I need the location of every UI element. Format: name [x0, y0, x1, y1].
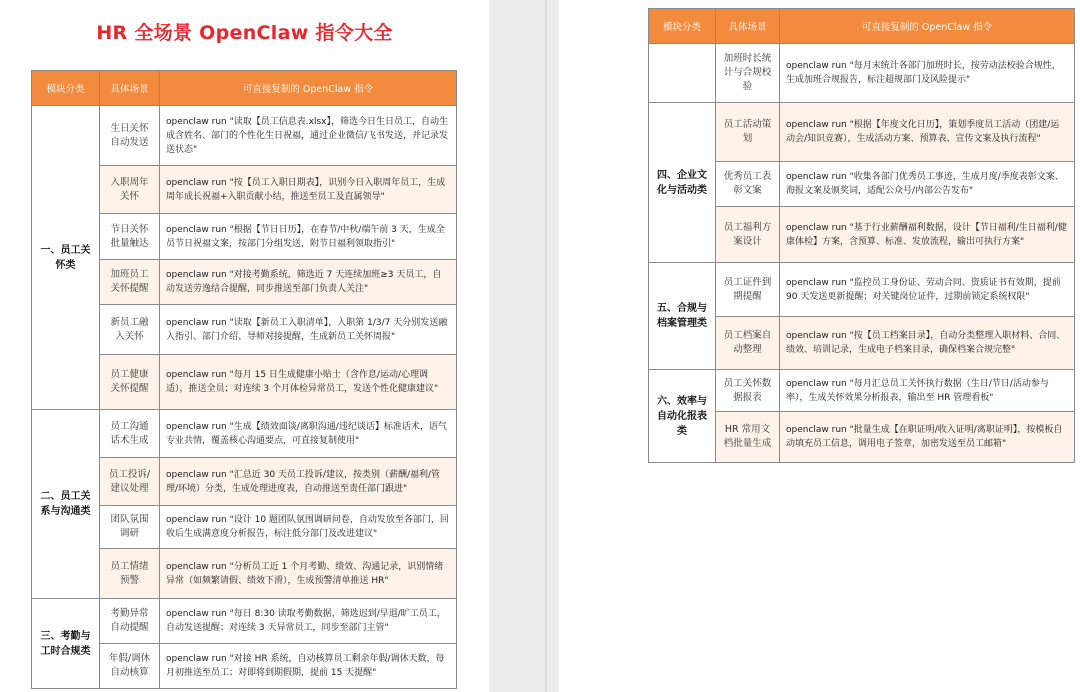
- scene-cell: 员工投诉/建议处理: [100, 458, 160, 506]
- page-divider: [545, 0, 547, 692]
- command-cell[interactable]: openclaw run "根据【年度文化日历】，策划季度员工活动（团建/运动会/知识竞赛），生成活动方案、预算表、宣传文案及执行流程": [780, 103, 1075, 162]
- header-category: 模块分类: [649, 9, 716, 44]
- scene-cell: 入职周年关怀: [100, 166, 160, 214]
- scene-cell: 员工活动策划: [716, 103, 780, 162]
- command-cell[interactable]: openclaw run "汇总近 30 天员工投诉/建议，按类别（薪酬/福利/管理/环境）分类，生成处理进度表，自动推送至责任部门跟进": [160, 458, 457, 506]
- table-row: [32, 106, 457, 166]
- scene-cell: 年假/调休自动核算: [100, 644, 160, 689]
- command-cell[interactable]: openclaw run "监控员工身份证、劳动合同、资质证书有效期，提前 90 天发送更新提醒；对关键岗位证件，过期前锁定系统权限": [780, 263, 1075, 317]
- command-cell[interactable]: openclaw run "生成【绩效面谈/离职沟通/违纪谈话】标准话术，语气专业共情，覆盖核心沟通要点，可直接复制使用": [160, 410, 457, 458]
- header-category: 模块分类: [32, 71, 100, 106]
- scene-cell: 员工健康关怀提醒: [100, 355, 160, 410]
- scene-cell: 员工情绪预警: [100, 549, 160, 599]
- category-cell: 三、考勤与工时合规类: [32, 599, 100, 689]
- header-command: 可直接复制的 OpenClaw 指令: [780, 9, 1075, 44]
- table-header-row: [649, 9, 1075, 44]
- scene-cell: HR 常用文档批量生成: [716, 412, 780, 463]
- scene-cell: 加班员工关怀提醒: [100, 260, 160, 305]
- category-cell: 二、员工关系与沟通类: [32, 410, 100, 599]
- command-cell[interactable]: openclaw run "读取【新员工入职清单】，入职第 1/3/7 天分别发送融入指引、部门介绍、导师对接提醒，生成新员工关怀周报": [160, 305, 457, 355]
- command-table-part-2: [648, 8, 1075, 463]
- scene-cell: 员工福利方案设计: [716, 207, 780, 263]
- scene-cell: 员工沟通话术生成: [100, 410, 160, 458]
- command-cell[interactable]: openclaw run "每月 15 日生成健康小贴士（含作息/运动/心理调适），推送全员；对连续 3 个月体检异常员工，发送个性化健康建议": [160, 355, 457, 410]
- command-cell[interactable]: openclaw run "每月汇总员工关怀执行数据（生日/节日/活动参与率），生成关怀效果分析报表，输出至 HR 管理看板": [780, 370, 1075, 412]
- header-command: 可直接复制的 OpenClaw 指令: [160, 71, 457, 106]
- table-row: [32, 599, 457, 644]
- command-cell[interactable]: openclaw run "每月末统计各部门加班时长，按劳动法校验合规性，生成加班合规报告，标注超规部门及风险提示": [780, 44, 1075, 103]
- document-title: HR 全场景 OpenClaw 指令大全: [96, 22, 393, 44]
- scene-cell: 节日关怀批量触达: [100, 214, 160, 260]
- command-table-part-1: [31, 70, 457, 689]
- scene-cell: 新员工融入关怀: [100, 305, 160, 355]
- table-row: [649, 263, 1075, 317]
- header-scene: 具体场景: [100, 71, 160, 106]
- command-cell[interactable]: openclaw run "每日 8:30 读取考勤数据，筛选迟到/早退/旷工员工，自动发送提醒；对连续 3 天异常员工，同步至部门主管": [160, 599, 457, 644]
- command-cell[interactable]: openclaw run "对接 HR 系统，自动核算员工剩余年假/调休天数，每月初推送至员工；对即将到期假期，提前 15 天提醒": [160, 644, 457, 689]
- table-row: [649, 103, 1075, 162]
- command-cell[interactable]: openclaw run "对接考勤系统，筛选近 7 天连续加班≥3 天员工，自动发送劳逸结合提醒，同步推送至部门负责人关注": [160, 260, 457, 305]
- command-cell[interactable]: openclaw run "分析员工近 1 个月考勤、绩效、沟通记录，识别情绪异常（如频繁请假、绩效下滑），生成预警清单推送 HR": [160, 549, 457, 599]
- category-cell: 一、员工关怀类: [32, 106, 100, 410]
- category-cell: 六、效率与自动化报表类: [649, 370, 716, 463]
- scene-cell: 考勤异常自动提醒: [100, 599, 160, 644]
- command-cell[interactable]: openclaw run "批量生成【在职证明/收入证明/离职证明】，按模板自动填充员工信息，调用电子签章，加密发送至员工邮箱": [780, 412, 1075, 463]
- document-page-2: [559, 0, 1080, 692]
- document-page-1: [0, 0, 489, 692]
- scene-cell: 团队氛围调研: [100, 506, 160, 549]
- scene-cell: 加班时长统计与合规校验: [716, 44, 780, 103]
- category-cell: 五、合规与档案管理类: [649, 263, 716, 370]
- command-cell[interactable]: openclaw run "根据【节日日历】，在春节/中秋/端午前 3 天，生成全员节日祝福文案，按部门分组发送，附节日福利领取指引": [160, 214, 457, 260]
- scene-cell: 优秀员工表彰文案: [716, 162, 780, 207]
- scene-cell: 员工档案自动整理: [716, 317, 780, 370]
- command-cell[interactable]: openclaw run "按【员工入职日期表】，识别今日入职周年员工，生成周年成长祝福+入职贡献小结，推送至员工及直属领导": [160, 166, 457, 214]
- header-scene: 具体场景: [716, 9, 780, 44]
- scene-cell: 员工证件到期提醒: [716, 263, 780, 317]
- command-cell[interactable]: openclaw run "按【员工档案目录】，自动分类整理入职材料、合同、绩效、培训记录，生成电子档案目录，确保档案合规完整": [780, 317, 1075, 370]
- table-row: [649, 370, 1075, 412]
- command-cell[interactable]: openclaw run "收集各部门优秀员工事迹，生成月度/季度表彰文案、海报文案及颁奖词，适配公众号/内部公告发布": [780, 162, 1075, 207]
- category-cell: [649, 44, 716, 103]
- command-cell[interactable]: openclaw run "基于行业薪酬福利数据，设计【节日福利/生日福利/健康体检】方案，含预算、标准、发放流程，输出可执行方案": [780, 207, 1075, 263]
- scene-cell: 员工关怀数据报表: [716, 370, 780, 412]
- table-header-row: [32, 71, 457, 106]
- table-row: [649, 44, 1075, 103]
- table-row: [32, 410, 457, 458]
- category-cell: 四、企业文化与活动类: [649, 103, 716, 263]
- command-cell[interactable]: openclaw run "设计 10 题团队氛围调研问卷，自动发放至各部门，回收后生成满意度分析报告，标注低分部门及改进建议": [160, 506, 457, 549]
- scene-cell: 生日关怀自动发送: [100, 106, 160, 166]
- command-cell[interactable]: openclaw run "读取【员工信息表.xlsx】，筛选今日生日员工，自动生成含姓名、部门的个性化生日祝福，通过企业微信/飞书发送，并记录发送状态": [160, 106, 457, 166]
